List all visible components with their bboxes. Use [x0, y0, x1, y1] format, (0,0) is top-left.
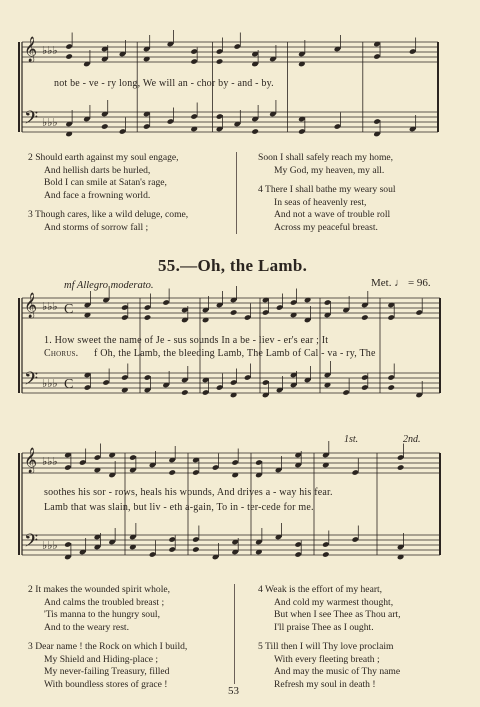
page-number: 53 [228, 685, 239, 697]
verse-line: 2 It makes the wounded spirit whole, [28, 584, 171, 595]
tempo-marking: mf Allegro moderato. [64, 280, 154, 291]
verse-line: But when I see Thee as Thou art, [274, 609, 401, 620]
hymn-chorus-line-2: Lamb that was slain, but liv - eth a-gain, To in - ter-cede for me. [44, 502, 314, 513]
key-signature-icon: ♭♭♭ [42, 540, 58, 552]
verse-line: 3 Dear name ! the Rock on which I build, [28, 641, 188, 652]
note-head [181, 389, 189, 396]
verse-line: With boundless stores of grace ! [44, 678, 168, 690]
bass-clef-icon: 𝄢 [24, 108, 39, 133]
verse-line: Soon I shall safely reach my home, [258, 152, 394, 163]
chorus-label: Chorus. [44, 348, 79, 359]
note-head [216, 58, 224, 65]
verse-line: 2 Should earth against my soul engage, [28, 152, 179, 163]
hymn-verse-line-1: 1. How sweet the name of Je - sus sounds In a be - liev - er's ear ; It [44, 335, 329, 346]
key-signature-icon: ♭♭♭ [42, 456, 58, 468]
note-head [322, 551, 330, 558]
verse-line: My Shield and Hiding-place ; [44, 653, 159, 665]
verse-line: 'Tis manna to the hungry soul, [44, 609, 160, 620]
verse-line: And cold my warmest thought, [274, 596, 394, 608]
bass-clef-icon: 𝄢 [24, 531, 39, 556]
note-head [361, 314, 369, 321]
key-signature-icon: ♭♭♭ [42, 117, 58, 129]
volta-second-ending: 2nd. [403, 434, 421, 445]
metronome-marking: Met. ♩ = 96. [371, 277, 431, 289]
verse-line: And not a wave of trouble roll [274, 209, 391, 220]
time-signature-icon: C [64, 302, 74, 317]
verse-line: 5 Till then I will Thy love proclaim [258, 641, 394, 652]
treble-clef-icon: 𝄞 [24, 293, 38, 318]
time-signature-icon: C [64, 377, 74, 392]
hymn-verse-line-2: soothes his sor - rows, heals his wounds, And drives a - way his fear. [44, 487, 333, 498]
verse-line: In seas of heavenly rest, [274, 196, 367, 208]
verse-divider [234, 584, 235, 684]
verse-line: And to the weary rest. [44, 621, 129, 633]
verse-line: And hellish darts be hurled, [44, 164, 151, 176]
note-head [387, 384, 395, 391]
note-head [230, 309, 238, 316]
hymn-title: 55.—Oh, the Lamb. [158, 256, 308, 275]
note-head [168, 469, 176, 476]
verse-divider [236, 152, 237, 234]
verse-line: And storms of sorrow fall ; [44, 221, 149, 233]
verse-line: I'll praise Thee as I ought. [274, 621, 374, 633]
verse-line: 4 Weak is the effort of my heart, [258, 584, 383, 595]
verse-line: 3 Though cares, like a wild deluge, come, [28, 209, 189, 220]
top-lyric-line: not be - ve - ry long, We will an - chor by - and - by. [54, 78, 274, 89]
music-system-top [0, 0, 480, 150]
verse-line: Bold I can smile at Satan's rage, [44, 177, 167, 188]
verse-line: My never-failing Treasury, filled [44, 666, 170, 677]
note-head [192, 546, 200, 553]
note-head [397, 464, 405, 471]
hymn-verses-left [28, 584, 187, 691]
verse-line: Refresh my soul in death ! [274, 678, 376, 690]
treble-clef-icon: 𝄞 [24, 448, 38, 473]
verse-line: With every fleeting breath ; [274, 653, 380, 665]
verse-line: 4 There I shall bathe my weary soul [258, 184, 396, 195]
note-head [101, 123, 109, 130]
key-signature-icon: ♭♭♭ [42, 301, 58, 313]
verse-line: My God, my heaven, my all. [274, 164, 385, 176]
note-head [251, 128, 259, 135]
verse-line: And face a frowning world. [44, 189, 151, 201]
music-system-hymn55-second [0, 425, 480, 575]
note-head [144, 314, 152, 321]
top-verses-left [28, 152, 188, 234]
treble-clef-icon: 𝄞 [24, 37, 38, 62]
top-verses-right [258, 152, 396, 234]
volta-first-ending: 1st. [344, 434, 359, 445]
verse-line: And may the music of Thy name [274, 666, 401, 677]
key-signature-icon: ♭♭♭ [42, 378, 58, 390]
verse-line: And calms the troubled breast ; [44, 596, 165, 608]
key-signature-icon: ♭♭♭ [42, 45, 58, 57]
hymn-chorus-line-1: f Oh, the Lamb, the bleeding Lamb, The Lamb of Cal - va - ry, The [94, 348, 376, 359]
hymn-verses-right [258, 584, 400, 691]
bass-clef-icon: 𝄢 [24, 369, 39, 394]
verse-line: Across my peaceful breast. [274, 221, 378, 233]
hymn-chorus-label [44, 348, 78, 359]
note-head [65, 53, 73, 60]
